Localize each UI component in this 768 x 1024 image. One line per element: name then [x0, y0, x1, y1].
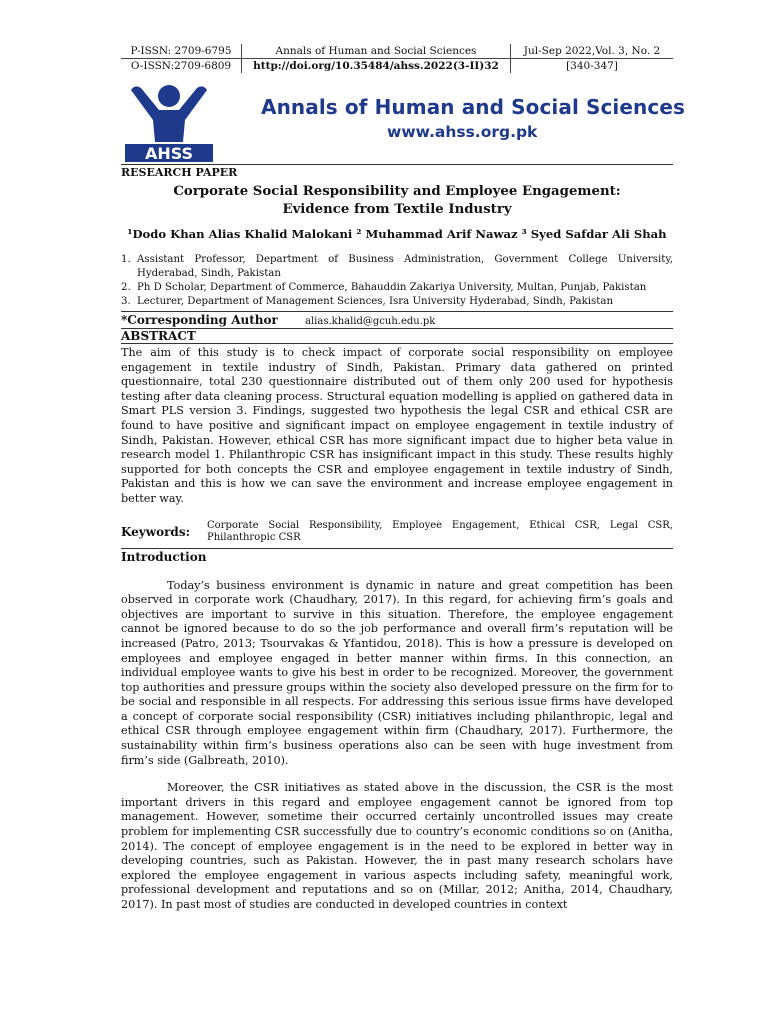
- corresponding-author-label: *Corresponding Author: [121, 313, 278, 327]
- header-meta-table: [121, 44, 673, 73]
- masthead: [121, 73, 686, 163]
- affiliation-text: Ph D Scholar, Department of Commerce, Bahauddin Zakariya University, Multan, Punjab, Pakistan: [137, 282, 647, 293]
- paper-title-line-2: Evidence from Textile Industry: [282, 202, 512, 217]
- corresponding-author-row: [121, 311, 673, 329]
- affiliation-number: 2.: [121, 282, 131, 293]
- issue-info: Jul-Sep 2022,Vol. 3, No. 2: [511, 44, 674, 59]
- keywords-text: Corporate Social Responsibility, Employee Engagement, Ethical CSR, Legal CSR, Philanthropic CSR: [207, 519, 673, 543]
- affiliation-text: Assistant Professor, Department of Business Administration, Government College University, Hyderabad, Sindh, Pakistan: [137, 254, 673, 279]
- paper-type-label: RESEARCH PAPER: [121, 166, 238, 179]
- pissn: P-ISSN: 2709-6795: [121, 44, 242, 59]
- doi-link[interactable]: http://doi.org/10.35484/ahss.2022(3-II)32: [242, 59, 511, 74]
- intro-paragraph-1: Today’s business environment is dynamic in nature and great competition has been observed in corporate work (Chaudhary, 2017). In this regard, for achieving firm’s goals and objectives are important to survive in this situation. Therefore, the employee engagement cannot be ignored because to do so the job performance and overall firm’s reputation will be increased (Patro, 2013; Tsourvakas & Yfantidou, 2018). This is how a pressure is developed on employees and employee engaged in better manner within firms. In this connection, an individual employee wants to give his best in order to be recognized. Moreover, the government top authorities and pressure groups within the society also developed pressure on the firm for to be social and responsible in all respects. For addressing this serious issue firms have developed a concept of corporate social responsibility (CSR) initiatives including philanthropic, legal and ethical CSR through employee engagement within firm (Chaudhary, 2017). Furthermore, the sustainability within firm’s business operations also can be seen with huge investment from firm’s side (Galbreath, 2010).: [121, 578, 673, 767]
- journal-name-header: Annals of Human and Social Sciences: [242, 44, 511, 59]
- abstract-text: The aim of this study is to check impact of corporate social responsibility on employee engagement in textile industry of Sindh, Pakistan. Primary data gathered on printed questionnaire, total 230 questionnaire distributed out of them only 200 used for hypothesis testing after data cleaning process. Structural equation modelling is applied on gathered data in Smart PLS version 3. Findings, suggested two hypothesis the legal CSR and ethical CSR are found to have positive and significant impact on employee engagement in textile industry of Sindh, Pakistan. However, ethical CSR has more significant impact due to higher beta value in research model 1. Philanthropic CSR has insignificant impact in this study. These results highly supported for both concepts the CSR and employee engagement in textile industry of Sindh, Pakistan and this is how we can save the environment and increase employee engagement in better way.: [121, 346, 673, 505]
- ahss-logo: [125, 76, 213, 162]
- affiliation-item: [121, 253, 673, 281]
- intro-paragraph-2: Moreover, the CSR initiatives as stated above in the discussion, the CSR is the most important drivers in this regard and employee engagement cannot be ignored from top management. However, sometime their occurred certainly uncontrolled issues may create problem for implementing CSR successfully due to country’s economic conditions so on (Anitha, 2014). The concept of employee engagement is in the need to be explored in better way in developing countries, such as Pakistan. However, the in past many research scholars have explored the employee engagement in various aspects including safety, meaningful work, professional development and reputations and so on (Millar, 2012; Anitha, 2014, Chaudhary, 2017). In past most of studies are conducted in developed countries in context: [121, 781, 673, 911]
- affiliation-list: [121, 253, 673, 309]
- masthead-divider: [121, 164, 673, 165]
- abstract-heading: ABSTRACT: [121, 329, 673, 344]
- corresponding-author-email[interactable]: alias.khalid@gcuh.edu.pk: [305, 316, 436, 327]
- author-list: ¹Dodo Khan Alias Khalid Malokani ² Muhammad Arif Nawaz ³ Syed Safdar Ali Shah: [127, 227, 667, 241]
- affiliation-item: [121, 281, 673, 295]
- paper-page: [121, 44, 686, 913]
- paper-title: [121, 183, 673, 219]
- oissn: O-ISSN:2709-6809: [130, 60, 232, 72]
- affiliation-number: 3.: [121, 296, 131, 307]
- page-range: [340-347]: [566, 60, 618, 72]
- affiliation-number: 1.: [121, 254, 131, 265]
- journal-url[interactable]: www.ahss.org.pk: [387, 123, 538, 141]
- affiliation-text: Lecturer, Department of Management Sciences, Isra University Hyderabad, Sindh, Pakistan: [137, 296, 614, 307]
- paper-title-line-1: Corporate Social Responsibility and Employee Engagement:: [173, 184, 621, 199]
- logo-text: AHSS: [144, 144, 194, 162]
- journal-title: Annals of Human and Social Sciences: [261, 95, 686, 119]
- affiliation-item: [121, 295, 673, 309]
- keywords-row: [121, 517, 673, 547]
- keywords-label: Keywords:: [121, 524, 191, 539]
- introduction-heading: Introduction: [121, 548, 673, 565]
